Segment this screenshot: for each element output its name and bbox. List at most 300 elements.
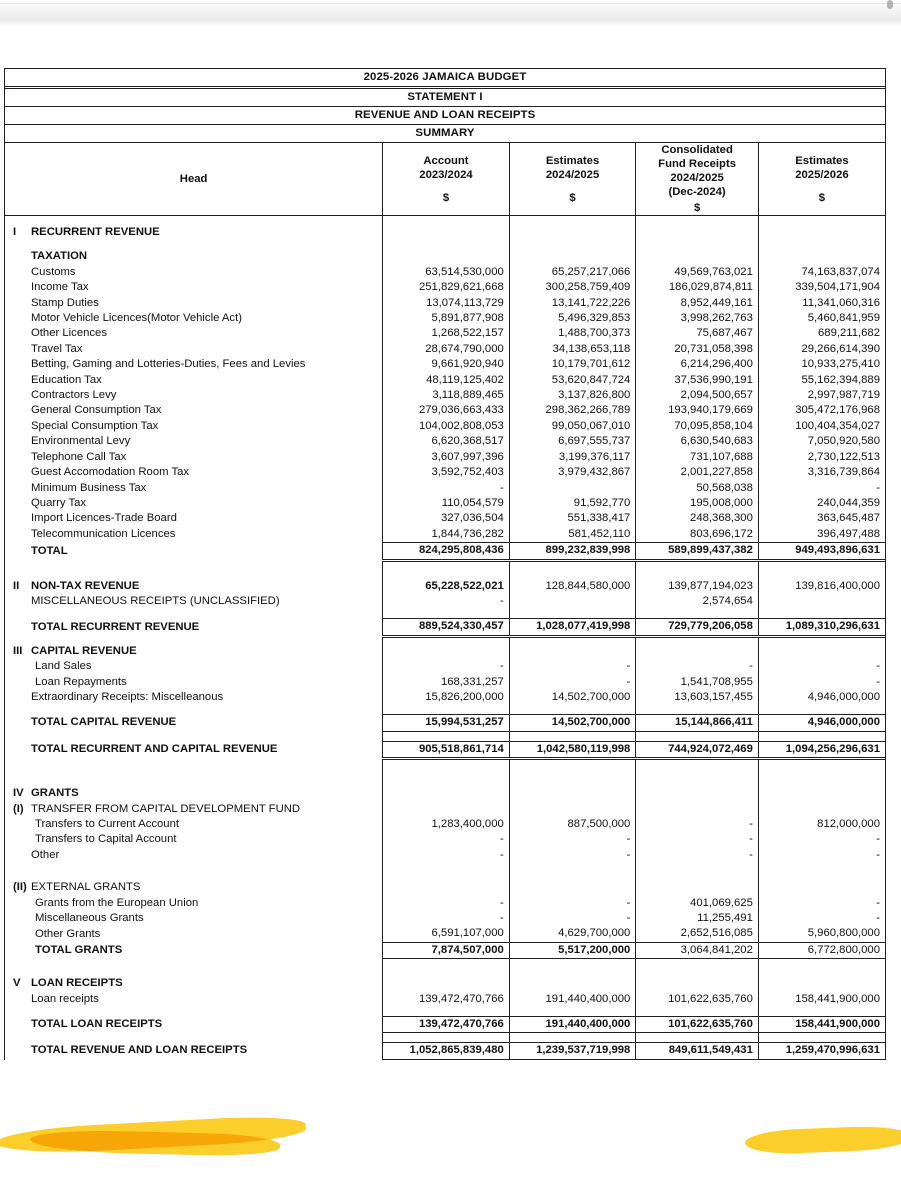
cell-extraordinary-c4: 4,946,000,000 xyxy=(758,690,885,705)
section-recurrent-revenue-label-cell xyxy=(5,225,383,240)
col4-line1: Estimates xyxy=(795,154,849,167)
spacer-row xyxy=(5,560,885,579)
col1-line1: Account xyxy=(423,154,469,167)
cell-sct-c4: 100,404,354,027 xyxy=(758,419,885,434)
cell-extraordinary-c1: 15,826,200,000 xyxy=(383,690,510,705)
section-numeral-ii: II xyxy=(13,579,20,592)
cell-total-recurrent-c2: 1,028,077,419,998 xyxy=(509,619,636,636)
spacer-row xyxy=(5,216,885,226)
spacer-c4 xyxy=(758,731,885,741)
cell-other-licences-c2: 1,488,700,373 xyxy=(509,326,636,341)
spacer-c1 xyxy=(383,705,510,715)
cell-land-sales-c2: - xyxy=(509,659,636,674)
spacer-c2 xyxy=(509,636,636,644)
row-label-cell xyxy=(5,450,383,465)
col2-line2: 2024/2025 xyxy=(545,168,600,181)
budget-statement-table xyxy=(4,68,886,1060)
row-label-miscellaneous-receipts: MISCELLANEOUS RECEIPTS (UNCLASSIFIED) xyxy=(31,594,280,607)
cell-quarry-tax-c1: 110,054,579 xyxy=(383,496,510,511)
subsection-transfer-from-cdf xyxy=(5,802,885,817)
spacer-c4 xyxy=(758,560,885,579)
row-label-cell xyxy=(5,880,383,895)
row-label-non-tax-revenue: NON-TAX REVENUE xyxy=(31,579,140,592)
table-row xyxy=(5,527,885,543)
row-label-cell xyxy=(5,690,383,705)
spacer-c3 xyxy=(636,731,759,741)
cell-blank xyxy=(758,802,885,817)
row-label-education-tax: Education Tax xyxy=(31,373,102,386)
cell-transfers-current-c1: 1,283,400,000 xyxy=(383,817,510,832)
cell-blank xyxy=(636,880,759,895)
column-header-account-2023-2024 xyxy=(383,143,510,216)
cell-blank xyxy=(509,880,636,895)
cell-min-business-tax-c3: 50,568,038 xyxy=(636,481,759,496)
row-label-cell xyxy=(5,911,383,926)
row-label-cell xyxy=(5,311,383,326)
table-row xyxy=(5,481,885,496)
cell-blank xyxy=(509,976,636,991)
spacer-c3 xyxy=(636,1033,759,1043)
spacer-label xyxy=(5,240,383,249)
cell-stamp-duties-c2: 13,141,722,226 xyxy=(509,296,636,311)
section-label-grants: GRANTS xyxy=(31,787,79,800)
spacer-c3 xyxy=(636,863,759,880)
table-row xyxy=(5,373,885,388)
spacer-c3 xyxy=(636,609,759,619)
spacer-row xyxy=(5,609,885,619)
cell-betting-c4: 10,933,275,410 xyxy=(758,357,885,372)
section-numeral-iv: IV xyxy=(13,787,24,800)
spacer-c1 xyxy=(383,240,510,249)
section-label-capital-revenue: CAPITAL REVENUE xyxy=(31,644,137,657)
section-numeral-i: I xyxy=(13,226,17,238)
row-label-land-sales: Land Sales xyxy=(35,660,92,673)
spacer-c2 xyxy=(509,777,636,786)
cell-grants-eu-c3: 401,069,625 xyxy=(636,896,759,911)
spacer-c2 xyxy=(509,863,636,880)
table-row xyxy=(5,911,885,926)
cell-grants-eu-c1: - xyxy=(383,896,510,911)
cell-stamp-duties-c3: 8,952,449,161 xyxy=(636,296,759,311)
table-row xyxy=(5,992,885,1007)
table-row xyxy=(5,465,885,480)
cell-total-rec-cap-c3: 744,924,072,469 xyxy=(636,741,759,758)
cell-other-grants-c4: 5,960,800,000 xyxy=(758,926,885,942)
cell-env-levy-c2: 6,697,555,737 xyxy=(509,434,636,449)
spacer-c4 xyxy=(758,705,885,715)
spacer-c3 xyxy=(636,560,759,579)
cell-total-capital-c2: 14,502,700,000 xyxy=(509,715,636,731)
table-row xyxy=(5,296,885,311)
cell-non-tax-revenue-c2: 128,844,580,000 xyxy=(509,579,636,594)
cell-loan-repayments-c1: 168,331,257 xyxy=(383,675,510,690)
cell-telecom-licences-c2: 581,452,110 xyxy=(509,527,636,543)
spacer-c4 xyxy=(758,863,885,880)
table-row xyxy=(5,496,885,511)
table-row xyxy=(5,450,885,465)
row-label-total-recurrent-and-capital: TOTAL RECURRENT AND CAPITAL REVENUE xyxy=(31,743,278,756)
cell-transfers-current-c2: 887,500,000 xyxy=(509,817,636,832)
cell-blank xyxy=(636,249,759,264)
cell-blank xyxy=(758,644,885,659)
subsection-label-taxation: TAXATION xyxy=(31,250,88,263)
cell-blank xyxy=(758,786,885,801)
row-label-cell xyxy=(5,373,383,388)
total-row-recurrent-revenue xyxy=(5,619,885,636)
col1-currency: $ xyxy=(442,191,450,204)
cell-other-grants-c1: 6,591,107,000 xyxy=(383,926,510,942)
cell-education-tax-c2: 53,620,847,724 xyxy=(509,373,636,388)
cell-blank xyxy=(509,249,636,264)
row-label-environmental-levy: Environmental Levy xyxy=(31,435,131,448)
column-header-consolidated-fund-receipts xyxy=(636,143,759,216)
table-row xyxy=(5,342,885,357)
total-row-loan-receipts xyxy=(5,1017,885,1033)
cell-quarry-tax-c3: 195,008,000 xyxy=(636,496,759,511)
row-label-other-grants: Other Grants xyxy=(35,927,101,940)
table-row xyxy=(5,817,885,832)
spacer-row xyxy=(5,636,885,644)
cell-loan-repayments-c2: - xyxy=(509,675,636,690)
cell-transfers-current-c3: - xyxy=(636,817,759,832)
cell-tax-total-c4: 949,493,896,631 xyxy=(758,543,885,560)
spacer-c1 xyxy=(383,959,510,977)
cell-env-levy-c1: 6,620,368,517 xyxy=(383,434,510,449)
table-row xyxy=(5,326,885,341)
row-label-other-licences: Other Licences xyxy=(31,327,107,340)
cell-blank xyxy=(383,976,510,991)
table-row xyxy=(5,848,885,863)
cell-total-loan-receipts-c3: 101,622,635,760 xyxy=(636,1017,759,1033)
spacer-c1 xyxy=(383,636,510,644)
spacer-c3 xyxy=(636,959,759,977)
spacer-c1 xyxy=(383,560,510,579)
column-header-row xyxy=(5,143,885,216)
cell-blank xyxy=(509,786,636,801)
row-label-cell xyxy=(5,481,383,496)
cell-guest-room-tax-c4: 3,316,739,864 xyxy=(758,465,885,480)
cell-blank xyxy=(758,249,885,264)
cell-motor-vehicle-c3: 3,998,262,763 xyxy=(636,311,759,326)
row-label-miscellaneous-grants: Miscellaneous Grants xyxy=(35,912,144,925)
cell-stamp-duties-c4: 11,341,060,316 xyxy=(758,296,885,311)
cell-grand-total-c3: 849,611,549,431 xyxy=(636,1043,759,1059)
cell-gct-c4: 305,472,176,968 xyxy=(758,403,885,418)
row-label-cell xyxy=(5,741,383,758)
row-label-cell xyxy=(5,848,383,863)
row-label-quarry-tax: Quarry Tax xyxy=(31,496,87,509)
cell-blank xyxy=(509,802,636,817)
spacer-row xyxy=(5,731,885,741)
cell-blank xyxy=(758,225,885,240)
cell-misc-grants-c1: - xyxy=(383,911,510,926)
cell-education-tax-c3: 37,536,990,191 xyxy=(636,373,759,388)
cell-non-tax-revenue-c3: 139,877,194,023 xyxy=(636,579,759,594)
cell-customs-c1: 63,514,530,000 xyxy=(383,265,510,280)
spacer-c1 xyxy=(383,1033,510,1043)
cell-total-rec-cap-c2: 1,042,580,119,998 xyxy=(509,741,636,758)
cell-blank xyxy=(509,225,636,240)
table-row xyxy=(5,690,885,705)
cell-contractors-levy-c1: 3,118,889,465 xyxy=(383,388,510,403)
cell-gct-c2: 298,362,266,789 xyxy=(509,403,636,418)
cell-total-capital-c1: 15,994,531,257 xyxy=(383,715,510,731)
cell-min-business-tax-c2 xyxy=(509,481,636,496)
cell-transfers-current-c4: 812,000,000 xyxy=(758,817,885,832)
cell-betting-c3: 6,214,296,400 xyxy=(636,357,759,372)
spacer-row xyxy=(5,863,885,880)
cell-import-licences-c4: 363,645,487 xyxy=(758,511,885,526)
spacer-c3 xyxy=(636,759,759,778)
row-label-cell xyxy=(5,594,383,609)
row-label-extraordinary-receipts: Extraordinary Receipts: Miscelleanous xyxy=(31,690,224,703)
row-label-grand-total: TOTAL REVENUE AND LOAN RECEIPTS xyxy=(31,1044,248,1057)
spacer-label xyxy=(5,777,383,786)
cell-misc-grants-c4: - xyxy=(758,911,885,926)
cell-transfers-capital-c4: - xyxy=(758,832,885,847)
spacer-label xyxy=(5,863,383,880)
cell-motor-vehicle-c1: 5,891,877,908 xyxy=(383,311,510,326)
cell-tax-total-c2: 899,232,839,998 xyxy=(509,543,636,560)
spacer-label xyxy=(5,609,383,619)
cell-telephone-call-tax-c2: 3,199,376,117 xyxy=(509,450,636,465)
spacer-label xyxy=(5,636,383,644)
spacer-c1 xyxy=(383,777,510,786)
cell-loan-receipts-c4: 158,441,900,000 xyxy=(758,992,885,1007)
cell-other-licences-c1: 1,268,522,157 xyxy=(383,326,510,341)
cell-telecom-licences-c3: 803,696,172 xyxy=(636,527,759,543)
subsection-taxation-label-cell xyxy=(5,249,383,264)
spacer-c4 xyxy=(758,1033,885,1043)
cell-misc-grants-c2: - xyxy=(509,911,636,926)
spacer-c4 xyxy=(758,777,885,786)
row-label-cell xyxy=(5,496,383,511)
table-row xyxy=(5,511,885,526)
cell-total-loan-receipts-c4: 158,441,900,000 xyxy=(758,1017,885,1033)
cell-motor-vehicle-c2: 5,496,329,853 xyxy=(509,311,636,326)
cell-quarry-tax-c2: 91,592,770 xyxy=(509,496,636,511)
row-label-cell xyxy=(5,926,383,942)
highlighter-stroke-left xyxy=(0,1114,306,1156)
spacer-c4 xyxy=(758,1007,885,1017)
budget-table xyxy=(5,69,885,1060)
row-label-cell xyxy=(5,992,383,1007)
row-label-motor-vehicle-licences: Motor Vehicle Licences(Motor Vehicle Act) xyxy=(31,312,242,325)
section-grants xyxy=(5,786,885,801)
cell-income-tax-c2: 300,258,759,409 xyxy=(509,280,636,295)
section-recurrent-revenue xyxy=(5,225,885,240)
spacer-row xyxy=(5,959,885,977)
cell-min-business-tax-c4: - xyxy=(758,481,885,496)
highlighter-stroke-left-secondary xyxy=(30,1129,280,1157)
cell-total-capital-c3: 15,144,866,411 xyxy=(636,715,759,731)
row-label-telecommunication-licences: Telecommunication Licences xyxy=(31,527,176,540)
spacer-c2 xyxy=(509,1007,636,1017)
spacer-c3 xyxy=(636,216,759,226)
row-label-cell xyxy=(5,434,383,449)
row-label-transfers-to-current-account: Transfers to Current Account xyxy=(35,818,179,830)
cell-non-tax-revenue-c4: 139,816,400,000 xyxy=(758,579,885,594)
scrollbar-thumb[interactable] xyxy=(887,0,893,9)
cell-income-tax-c3: 186,029,874,811 xyxy=(636,280,759,295)
cell-loan-repayments-c3: 1,541,708,955 xyxy=(636,675,759,690)
cell-blank xyxy=(636,802,759,817)
cell-telecom-licences-c4: 396,497,488 xyxy=(758,527,885,543)
total-row-revenue-and-loan-receipts xyxy=(5,1043,885,1059)
cell-travel-tax-c1: 28,674,790,000 xyxy=(383,342,510,357)
col3-line4: (Dec-2024) xyxy=(668,186,726,198)
row-label-cell xyxy=(5,659,383,674)
table-row xyxy=(5,419,885,434)
row-label-import-licences-trade-board: Import Licences-Trade Board xyxy=(31,512,177,525)
cell-env-levy-c3: 6,630,540,683 xyxy=(636,434,759,449)
cell-misc-receipts-c1: - xyxy=(383,594,510,609)
row-label-grants-from-european-union: Grants from the European Union xyxy=(35,896,199,909)
section-numeral-i-paren: (I) xyxy=(13,802,24,815)
row-label-income-tax: Income Tax xyxy=(31,281,89,294)
row-label-cell xyxy=(5,465,383,480)
spacer-c1 xyxy=(383,731,510,741)
cell-total-grants-c1: 7,874,507,000 xyxy=(383,942,510,958)
cell-blank xyxy=(758,976,885,991)
table-row xyxy=(5,357,885,372)
cell-blank xyxy=(383,249,510,264)
cell-sct-c3: 70,095,858,104 xyxy=(636,419,759,434)
spacer-label xyxy=(5,705,383,715)
spacer-c2 xyxy=(509,216,636,226)
row-label-guest-accomodation-room-tax: Guest Accomodation Room Tax xyxy=(31,466,190,479)
cell-total-recurrent-c4: 1,089,310,296,631 xyxy=(758,619,885,636)
row-label-tax-total: TOTAL xyxy=(31,544,68,557)
cell-total-loan-receipts-c2: 191,440,400,000 xyxy=(509,1017,636,1033)
section-numeral-iii: III xyxy=(13,644,23,657)
cell-travel-tax-c4: 29,266,614,390 xyxy=(758,342,885,357)
spacer-c2 xyxy=(509,705,636,715)
cell-transfers-capital-c2: - xyxy=(509,832,636,847)
row-label-minimum-business-tax: Minimum Business Tax xyxy=(31,481,147,494)
cell-customs-c2: 65,257,217,066 xyxy=(509,265,636,280)
col3-currency: $ xyxy=(693,202,701,214)
cell-total-grants-c3: 3,064,841,202 xyxy=(636,942,759,958)
row-label-cell xyxy=(5,403,383,418)
row-label-cell xyxy=(5,357,383,372)
spacer-label xyxy=(5,959,383,977)
table-row xyxy=(5,926,885,942)
cell-other-transfer-c2: - xyxy=(509,848,636,863)
spacer-c1 xyxy=(383,759,510,778)
cell-grants-eu-c4: - xyxy=(758,896,885,911)
cell-guest-room-tax-c1: 3,592,752,403 xyxy=(383,465,510,480)
spacer-c3 xyxy=(636,705,759,715)
cell-misc-receipts-c4 xyxy=(758,594,885,609)
table-row xyxy=(5,896,885,911)
cell-env-levy-c4: 7,050,920,580 xyxy=(758,434,885,449)
row-label-cell xyxy=(5,1017,383,1033)
cell-total-recurrent-c3: 729,779,206,058 xyxy=(636,619,759,636)
col1-line2: 2023/2024 xyxy=(419,168,473,181)
cell-contractors-levy-c2: 3,137,826,800 xyxy=(509,388,636,403)
cell-income-tax-c4: 339,504,171,904 xyxy=(758,280,885,295)
spacer-c4 xyxy=(758,759,885,778)
cell-guest-room-tax-c3: 2,001,227,858 xyxy=(636,465,759,480)
spacer-label xyxy=(5,1033,383,1043)
row-label-cell xyxy=(5,265,383,280)
cell-blank xyxy=(758,880,885,895)
col4-line2: 2025/2026 xyxy=(795,168,849,181)
spacer-c1 xyxy=(383,1007,510,1017)
total-row-capital-revenue xyxy=(5,715,885,731)
cell-total-rec-cap-c4: 1,094,256,296,631 xyxy=(758,741,885,758)
cell-total-rec-cap-c1: 905,518,861,714 xyxy=(383,741,510,758)
cell-blank xyxy=(383,880,510,895)
row-label-total-recurrent-revenue: TOTAL RECURRENT REVENUE xyxy=(31,620,200,633)
row-label-cell xyxy=(5,675,383,690)
table-row xyxy=(5,280,885,295)
cell-education-tax-c1: 48,119,125,402 xyxy=(383,373,510,388)
section-loan-receipts xyxy=(5,976,885,991)
row-label-cell xyxy=(5,579,383,594)
column-header-estimates-2025-2026 xyxy=(758,143,885,216)
cell-blank xyxy=(636,786,759,801)
row-label-cell xyxy=(5,1043,383,1059)
cell-other-transfer-c3: - xyxy=(636,848,759,863)
row-label-cell xyxy=(5,342,383,357)
spacer-row xyxy=(5,705,885,715)
spacer-c2 xyxy=(509,1033,636,1043)
row-label-telephone-call-tax: Telephone Call Tax xyxy=(31,450,127,463)
cell-guest-room-tax-c2: 3,979,432,867 xyxy=(509,465,636,480)
cell-other-grants-c2: 4,629,700,000 xyxy=(509,926,636,942)
spacer-c3 xyxy=(636,1007,759,1017)
cell-blank xyxy=(383,786,510,801)
cell-loan-receipts-c1: 139,472,470,766 xyxy=(383,992,510,1007)
document-title-row xyxy=(5,69,885,88)
cell-customs-c4: 74,163,837,074 xyxy=(758,265,885,280)
spacer-c2 xyxy=(509,240,636,249)
row-label-other-transfer: Other xyxy=(31,848,60,861)
spacer-c3 xyxy=(636,240,759,249)
cell-other-transfer-c1: - xyxy=(383,848,510,863)
row-label-cell xyxy=(5,296,383,311)
spacer-row xyxy=(5,240,885,249)
cell-other-licences-c3: 75,687,467 xyxy=(636,326,759,341)
cell-total-capital-c4: 4,946,000,000 xyxy=(758,715,885,731)
spacer-c1 xyxy=(383,863,510,880)
spacer-c2 xyxy=(509,609,636,619)
row-label-travel-tax: Travel Tax xyxy=(31,342,83,355)
cell-grand-total-c1: 1,052,865,839,480 xyxy=(383,1043,510,1059)
spacer-c1 xyxy=(383,216,510,226)
row-label-cell xyxy=(5,802,383,817)
row-label-cell xyxy=(5,388,383,403)
cell-total-recurrent-c1: 889,524,330,457 xyxy=(383,619,510,636)
cell-loan-repayments-c4: - xyxy=(758,675,885,690)
cell-min-business-tax-c1: - xyxy=(383,481,510,496)
spacer-c2 xyxy=(509,959,636,977)
row-label-cell xyxy=(5,896,383,911)
statement-subtitle: REVENUE AND LOAN RECEIPTS xyxy=(5,107,885,125)
row-label-betting-gaming-lotteries: Betting, Gaming and Lotteries-Duties, Fees and Levies xyxy=(31,358,306,371)
spacer-label xyxy=(5,731,383,741)
spacer-label xyxy=(5,560,383,579)
row-label-cell xyxy=(5,619,383,636)
row-label-cell xyxy=(5,817,383,832)
cell-income-tax-c1: 251,829,621,668 xyxy=(383,280,510,295)
section-non-tax-revenue xyxy=(5,579,885,594)
spacer-row xyxy=(5,1007,885,1017)
row-label-cell xyxy=(5,527,383,543)
cell-misc-receipts-c3: 2,574,654 xyxy=(636,594,759,609)
